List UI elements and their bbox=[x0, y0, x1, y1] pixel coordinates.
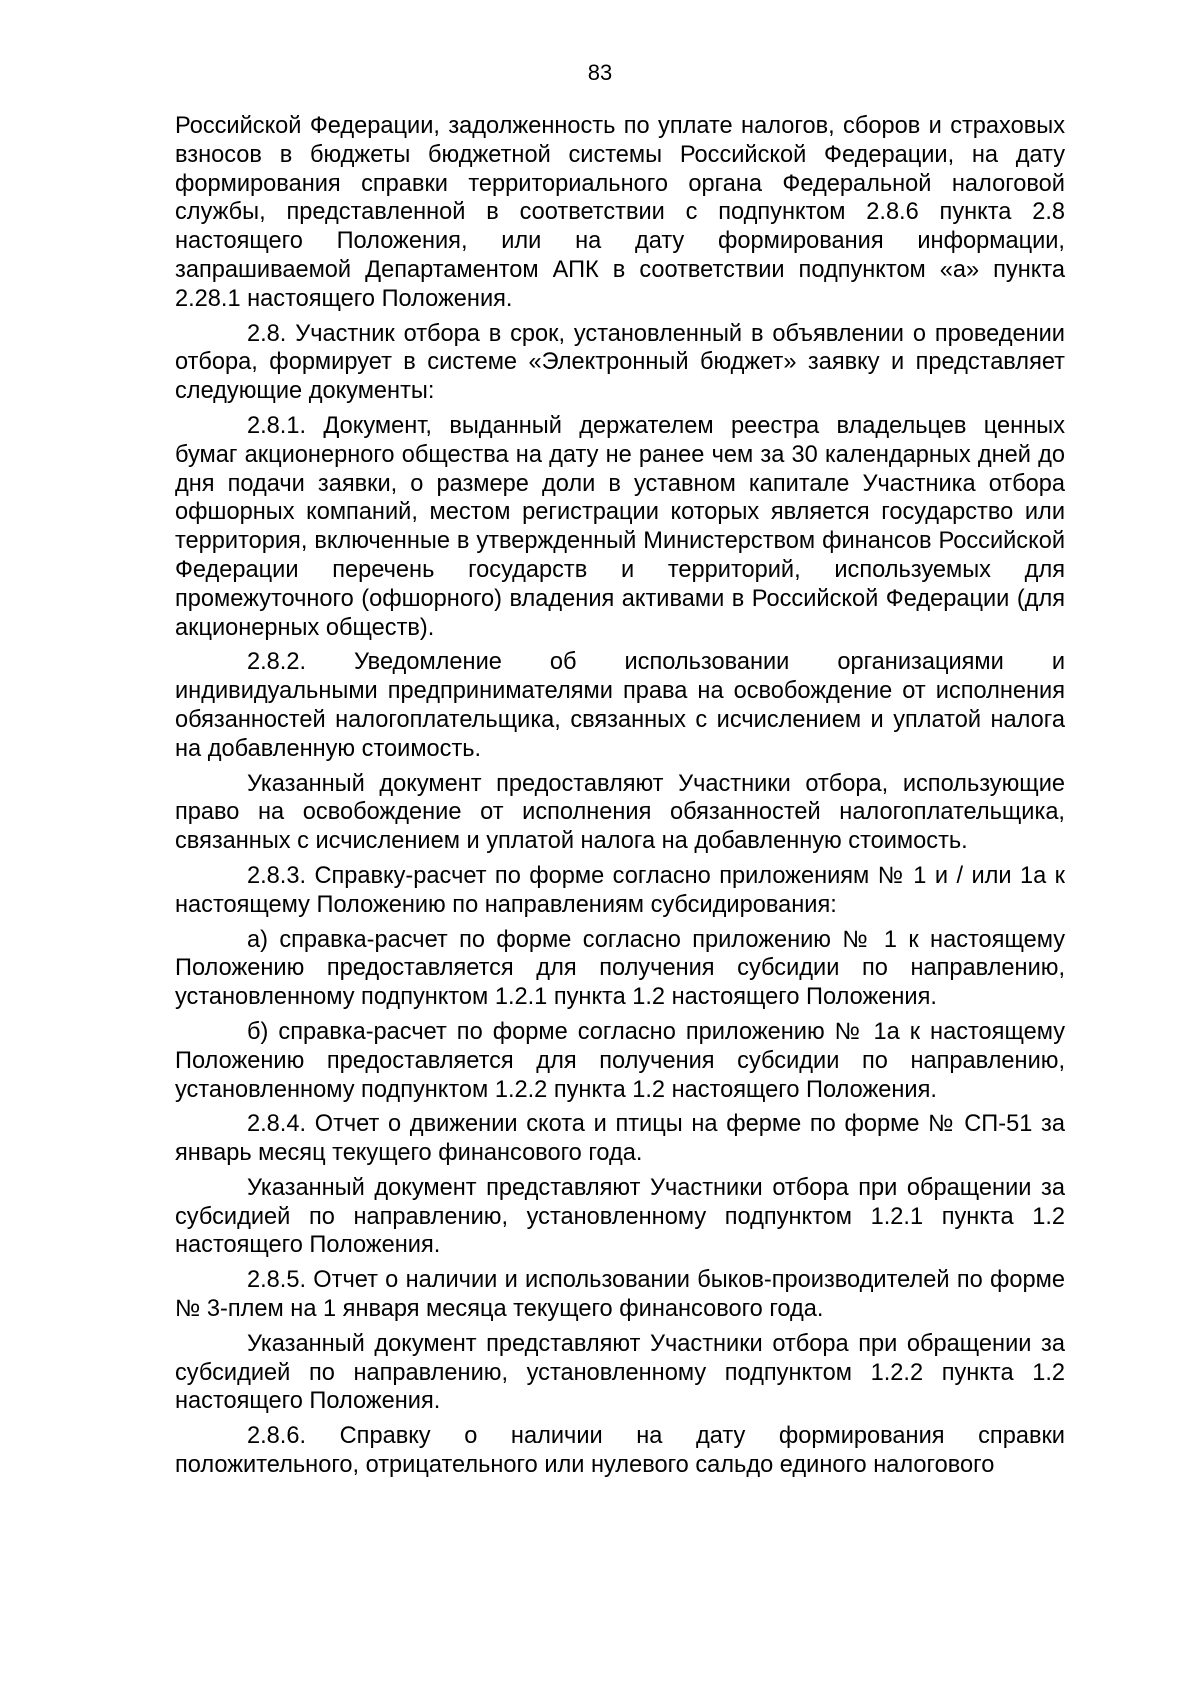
paragraph-2-8-3-a: а) справка-расчет по форме согласно приложению № 1 к настоящему Положению предоставляется для получения субсидии по направлению, установленному подпунктом 1.2.1 пункта 1.2 настоящего Положения. bbox=[175, 926, 1065, 1011]
paragraph-continuation: Российской Федерации, задолженность по уплате налогов, сборов и страховых взносов в бюджеты бюджетной системы Российской Федерации, на дату формирования справки территориального органа Федеральной налоговой службы, представленной в соответствии с подпунктом 2.8.6 пункта 2.8 настоящего Положения, или на дату формирования информации, запрашиваемой Департаментом АПК в соответствии подпунктом «а» пункта 2.28.1 настоящего Положения. bbox=[175, 113, 1065, 312]
paragraph-2-8-1: 2.8.1. Документ, выданный держателем реестра владельцев ценных бумаг акционерного общества на дату не ранее чем за 30 календарных дней до дня подачи заявки, о размере доли в уставном капитале Участника отбора офшорных компаний, местом регистрации которых является государство или территория, включенные в утвержденный Министерством финансов Российской Федерации перечень государств и территорий, используемых для промежуточного (офшорного) владения активами в Российской Федерации (для акционерных обществ). bbox=[175, 412, 1065, 641]
paragraph-2-8-4-note: Указанный документ представляют Участники отбора при обращении за субсидией по направлению, установленному подпунктом 1.2.1 пункта 1.2 настоящего Положения. bbox=[175, 1174, 1065, 1259]
paragraph-2-8-5: 2.8.5. Отчет о наличии и использовании быков-производителей по форме № 3-плем на 1 января месяца текущего финансового года. bbox=[175, 1267, 1065, 1323]
paragraph-2-8: 2.8. Участник отбора в срок, установленный в объявлении о проведении отбора, формирует в системе «Электронный бюджет» заявку и представляет следующие документы: bbox=[175, 320, 1065, 405]
paragraph-2-8-4: 2.8.4. Отчет о движении скота и птицы на ферме по форме № СП-51 за январь месяц текущего финансового года. bbox=[175, 1111, 1065, 1167]
paragraph-2-8-2: 2.8.2. Уведомление об использовании организациями и индивидуальными предпринимателями права на освобождение от исполнения обязанностей налогоплательщика, связанных с исчислением и уплатой налога на добавленную стоимость. bbox=[175, 649, 1065, 762]
paragraph-2-8-3: 2.8.3. Справку-расчет по форме согласно приложениям № 1 и / или 1а к настоящему Положению по направлениям субсидирования: bbox=[175, 862, 1065, 918]
paragraph-2-8-5-note: Указанный документ представляют Участники отбора при обращении за субсидией по направлению, установленному подпунктом 1.2.2 пункта 1.2 настоящего Положения. bbox=[175, 1330, 1065, 1415]
paragraph-2-8-3-b: б) справка-расчет по форме согласно приложению № 1а к настоящему Положению предоставляется для получения субсидии по направлению, установленному подпунктом 1.2.2 пункта 1.2 настоящего Положения. bbox=[175, 1018, 1065, 1103]
document-body bbox=[175, 112, 1065, 1486]
page-number: 83 bbox=[587, 60, 613, 85]
paragraph-2-8-2-note: Указанный документ предоставляют Участники отбора, использующие право на освобождение от исполнения обязанностей налогоплательщика, связанных с исчислением и уплатой налога на добавленную стоимость. bbox=[175, 770, 1065, 855]
paragraph-2-8-6: 2.8.6. Справку о наличии на дату формирования справки положительного, отрицательного или нулевого сальдо единого налогового bbox=[175, 1423, 1065, 1479]
